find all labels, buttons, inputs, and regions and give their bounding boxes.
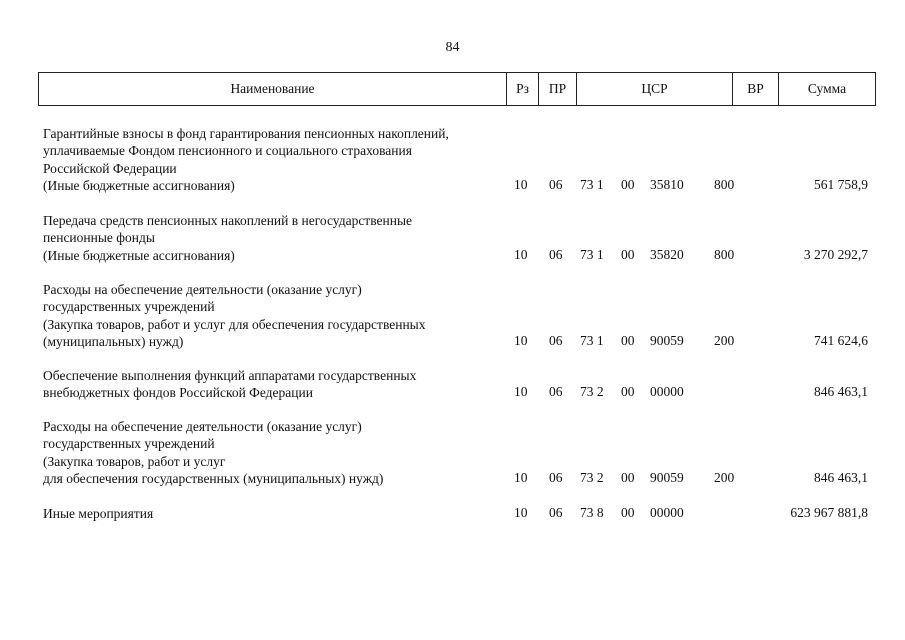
cell-csr-program: 73 2: [580, 470, 604, 485]
name-line: пенсионные фонды: [43, 230, 155, 246]
cell-rz: 10: [514, 505, 528, 520]
cell-rz: 10: [514, 470, 528, 485]
name-line: Иные мероприятия: [43, 506, 154, 521]
cell-sum: 846 463,1: [814, 384, 868, 399]
cell-pr: 06: [549, 177, 563, 192]
name-line: Расходы на обеспечение деятельности (оказание услуг): [43, 282, 362, 297]
row-name: [43, 505, 513, 522]
name-line: Российской Федерации: [43, 160, 177, 176]
name-line: Обеспечение выполнения функций аппаратами государственных: [43, 368, 417, 383]
cell-csr-sub: 00: [621, 247, 635, 262]
row-name: [43, 212, 513, 264]
table-header: [38, 72, 876, 106]
cell-csr-direction: 90059: [650, 333, 684, 348]
cell-csr-program: 73 1: [580, 177, 604, 192]
cell-csr-direction: 90059: [650, 470, 684, 485]
cell-csr-program: 73 2: [580, 384, 604, 399]
cell-csr-program: 73 1: [580, 247, 604, 262]
name-line: государственных учреждений: [43, 436, 215, 452]
header-name: Наименование: [39, 73, 507, 105]
name-line: Расходы на обеспечение деятельности (оказание услуг): [43, 419, 362, 434]
cell-rz: 10: [514, 333, 528, 348]
row-name: [43, 418, 513, 487]
name-line: (Закупка товаров, работ и услуг: [43, 453, 226, 469]
cell-csr-direction: 35810: [650, 177, 684, 192]
row-name: [43, 367, 513, 402]
cell-csr-direction: 00000: [650, 384, 684, 399]
name-line: (Иные бюджетные ассигнования): [43, 177, 235, 193]
cell-pr: 06: [549, 470, 563, 485]
cell-sum: 623 967 881,8: [790, 505, 868, 520]
header-pr: ПР: [539, 73, 577, 105]
cell-csr-sub: 00: [621, 470, 635, 485]
cell-sum: 561 758,9: [814, 177, 868, 192]
cell-csr-direction: 35820: [650, 247, 684, 262]
name-line: для обеспечения государственных (муниципальных) нужд): [43, 470, 384, 486]
cell-vr: 200: [714, 470, 735, 485]
cell-csr-sub: 00: [621, 333, 635, 348]
cell-csr-sub: 00: [621, 384, 635, 399]
name-line: Гарантийные взносы в фонд гарантирования пенсионных накоплений,: [43, 126, 449, 141]
name-line: (Закупка товаров, работ и услуг для обеспечения государственных: [43, 316, 426, 332]
row-name: [43, 125, 513, 194]
header-csr: ЦСР: [577, 73, 733, 105]
name-line: государственных учреждений: [43, 299, 215, 315]
name-line: (Иные бюджетные ассигнования): [43, 247, 235, 263]
name-line: Передача средств пенсионных накоплений в негосударственные: [43, 213, 413, 228]
page-number: 84: [445, 40, 460, 55]
cell-csr-direction: 00000: [650, 505, 684, 520]
cell-sum: 846 463,1: [814, 470, 868, 485]
cell-csr-program: 73 1: [580, 333, 604, 348]
row-name: [43, 281, 513, 350]
cell-pr: 06: [549, 384, 563, 399]
name-line: внебюджетных фондов Российской Федерации: [43, 385, 313, 401]
cell-vr: 800: [714, 177, 735, 192]
cell-vr: 800: [714, 247, 735, 262]
cell-sum: 741 624,6: [814, 333, 868, 348]
cell-csr-sub: 00: [621, 177, 635, 192]
cell-csr-program: 73 8: [580, 505, 604, 520]
cell-rz: 10: [514, 247, 528, 262]
cell-pr: 06: [549, 247, 563, 262]
cell-rz: 10: [514, 177, 528, 192]
name-line: (муниципальных) нужд): [43, 333, 184, 349]
cell-rz: 10: [514, 384, 528, 399]
cell-pr: 06: [549, 333, 563, 348]
cell-pr: 06: [549, 505, 563, 520]
cell-csr-sub: 00: [621, 505, 635, 520]
cell-sum: 3 270 292,7: [803, 247, 868, 262]
header-rz: Рз: [507, 73, 539, 105]
name-line: уплачиваемые Фондом пенсионного и социального страхования: [43, 143, 412, 159]
cell-vr: 200: [714, 333, 735, 348]
header-sum: Сумма: [807, 81, 847, 96]
header-vr: ВР: [733, 73, 779, 105]
